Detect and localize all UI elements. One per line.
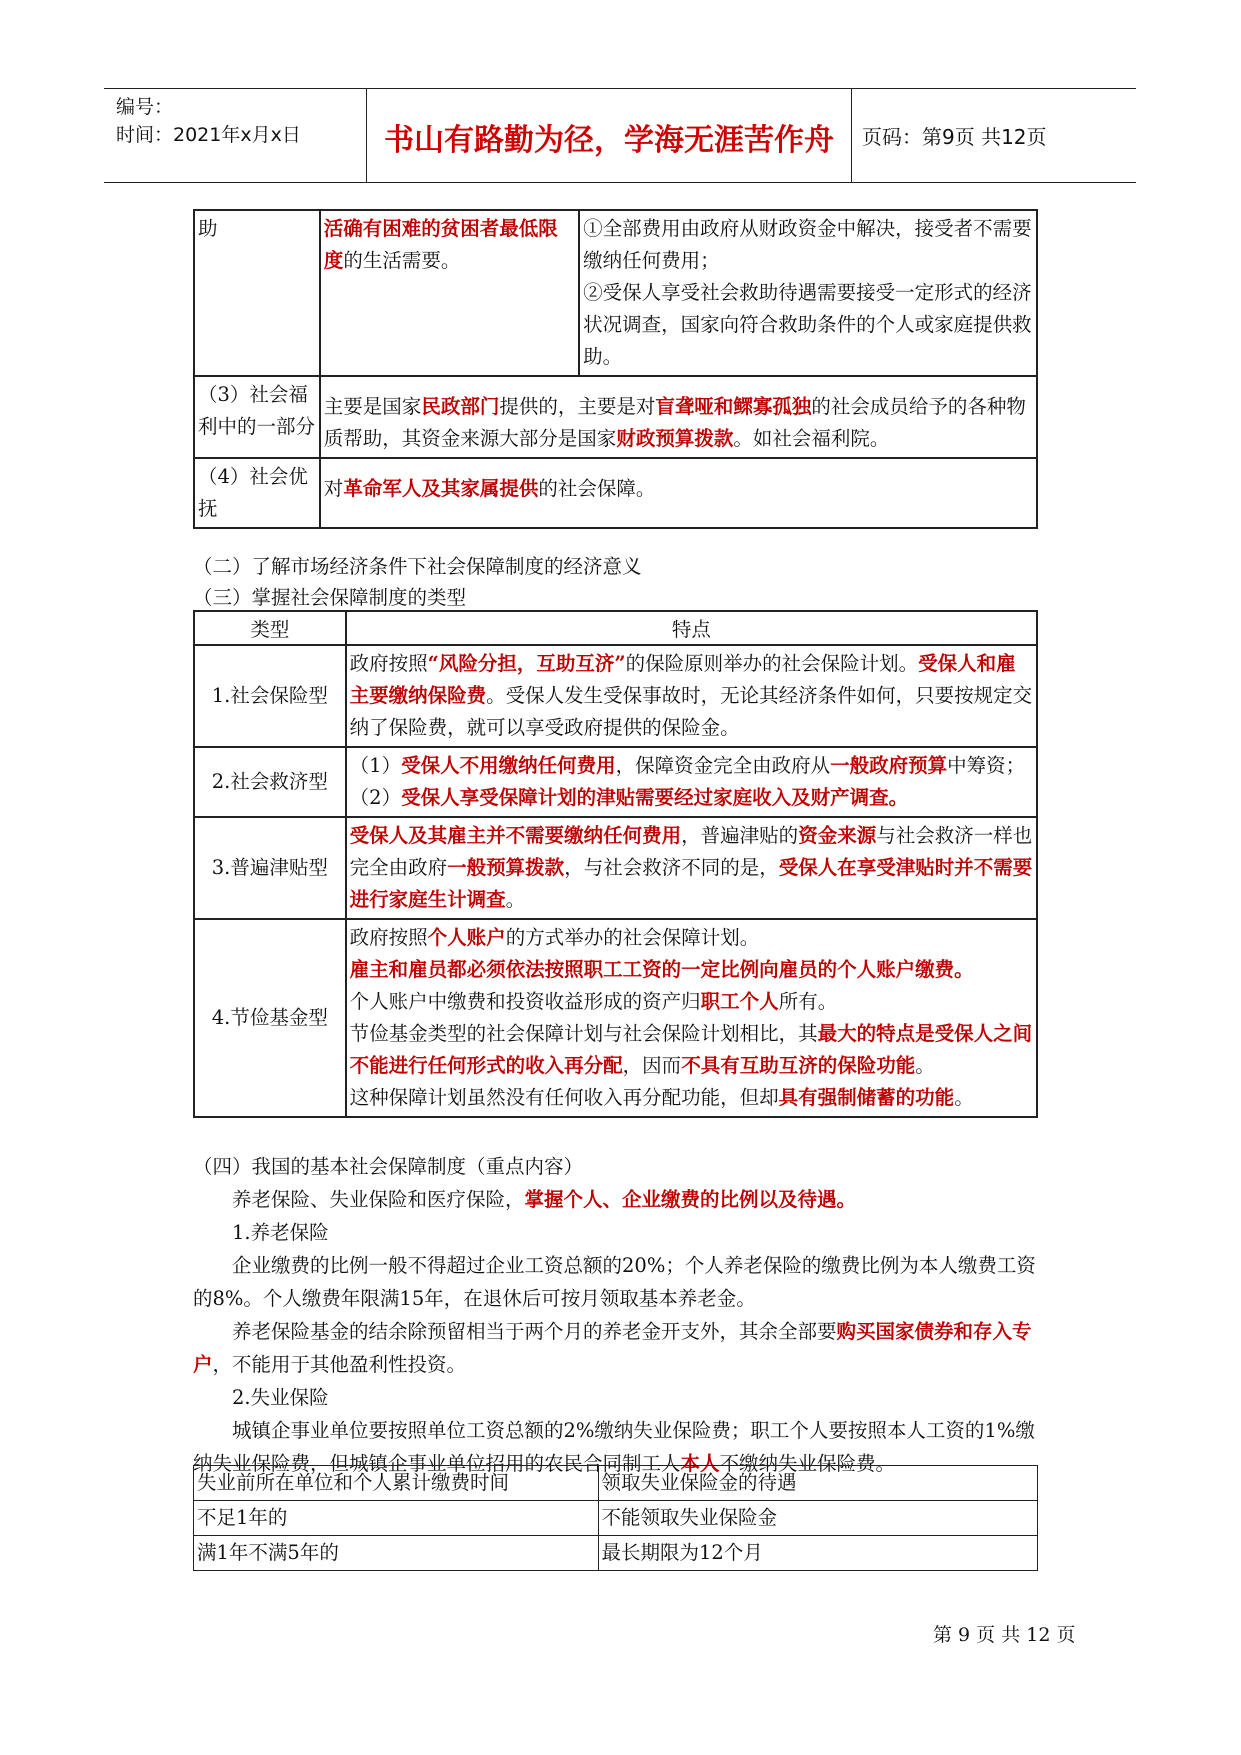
pension-paragraph-1: 企业缴费的比例一般不得超过企业工资总额的20%；个人养老保险的缴费比例为本人缴费工资的8%。个人缴费年限满15年，在退休后可按月领取基本养老金。	[193, 1254, 1036, 1310]
table-cell: 主要是国家民政部门提供的，主要是对盲聋哑和鳏寡孤独的社会成员给予的各种物质帮助，其资金来源大部分是国家财政预算拨款。如社会福利院。	[320, 376, 1037, 458]
table-row	[194, 747, 1037, 817]
table-row	[194, 458, 1037, 528]
table-cell: 活确有困难的贫困者最低限度的生活需要。	[320, 210, 579, 376]
table-cell: 对革命军人及其家属提供的社会保障。	[320, 458, 1037, 528]
type-name: 2.社会救济型	[194, 747, 346, 817]
table-row	[194, 645, 1037, 747]
type-name: 3.普遍津贴型	[194, 817, 346, 919]
heading-types: （三）掌握社会保障制度的类型	[193, 586, 467, 609]
type-feature: （1）受保人不用缴纳任何费用，保障资金完全由政府从一般政府预算中筹资； （2）受保人享受保障计划的津贴需要经过家庭收入及财产调查。	[346, 747, 1037, 817]
column-header: 特点	[346, 611, 1037, 645]
type-name: 4.节俭基金型	[194, 919, 346, 1117]
table-cell: 不能领取失业保险金	[598, 1501, 1037, 1536]
unemployment-paragraph: 城镇企事业单位要按照单位工资总额的2%缴纳失业保险费；职工个人要按照本人工资的1%缴纳失业保险费，但城镇企事业单位招用的农民合同制工人本人不缴纳失业保险费。	[193, 1419, 1035, 1475]
table-row	[194, 1536, 1038, 1571]
page-footer: 第 9 页 共 12 页	[933, 1624, 1076, 1646]
section4-title: （四）我国的基本社会保障制度（重点内容）	[193, 1155, 584, 1178]
number-label: 编号：	[116, 96, 174, 118]
social-assistance-table	[193, 209, 1038, 529]
type-feature: 政府按照个人账户的方式举办的社会保障计划。 雇主和雇员都必须依法按照职工工资的一定比例向雇员的个人账户缴费。 个人账户中缴费和投资收益形成的资产归职工个人所有。 节俭基金类型的社会保障计划与社会保险计划相比，其最大的特点是受保人之间不能进行任何形式的收入再分配，因而不具有互助互济的保险功能。 这种保障计划虽然没有任何收入再分配功能，但却具有强制储蓄的功能。	[346, 919, 1037, 1117]
table-cell: ①全部费用由政府从财政资金中解决，接受者不需要缴纳任何费用； ②受保人享受社会救助待遇需要接受一定形式的经济状况调查，国家向符合救助条件的个人或家庭提供救助。	[579, 210, 1037, 376]
header-divider	[851, 89, 852, 182]
table-row	[194, 1501, 1038, 1536]
type-feature: 受保人及其雇主并不需要缴纳任何费用，普遍津贴的资金来源与社会救济一样也完全由政府一般预算拨款，与社会救济不同的是，受保人在享受津贴时并不需要进行家庭生计调查。	[346, 817, 1037, 919]
column-header: 失业前所在单位和个人累计缴费时间	[194, 1466, 599, 1501]
table-row	[194, 919, 1037, 1117]
header-motto: 书山有路勤为径，学海无涯苦作舟	[384, 123, 834, 158]
type-name: 1.社会保险型	[194, 645, 346, 747]
header-page-label: 页码：第9页 共12页	[862, 125, 1047, 149]
table-cell: （4）社会优抚	[194, 458, 320, 528]
table-row	[194, 210, 1037, 376]
time-label: 时间：2021年x月x日	[116, 124, 301, 146]
column-header: 领取失业保险金的待遇	[598, 1466, 1037, 1501]
pension-paragraph-2: 养老保险基金的结余除预留相当于两个月的养老金开支外，其余全部要购买国家债券和存入专户，不能用于其他盈利性投资。	[193, 1320, 1032, 1376]
table-header-row	[194, 611, 1037, 645]
unemployment-benefit-table	[193, 1465, 1038, 1571]
table-cell: （3）社会福利中的一部分	[194, 376, 320, 458]
type-feature: 政府按照“风险分担，互助互济”的保险原则举办的社会保险计划。受保人和雇主要缴纳保险费。受保人发生受保事故时，无论其经济条件如何，只要按规定交纳了保险费，就可以享受政府提供的保险金。	[346, 645, 1037, 747]
table-row	[194, 817, 1037, 919]
table-cell: 不足1年的	[194, 1501, 599, 1536]
table-row	[194, 376, 1037, 458]
security-types-table	[193, 610, 1038, 1118]
column-header: 类型	[194, 611, 346, 645]
table-cell: 最长期限为12个月	[598, 1536, 1037, 1571]
section4-intro: 养老保险、失业保险和医疗保险，掌握个人、企业缴费的比例以及待遇。	[232, 1188, 857, 1211]
table-cell: 助	[194, 210, 320, 376]
unemployment-heading: 2.失业保险	[232, 1386, 329, 1409]
pension-heading: 1.养老保险	[232, 1221, 329, 1244]
table-cell: 满1年不满5年的	[194, 1536, 599, 1571]
table-header-row	[194, 1466, 1038, 1501]
header-meta	[116, 93, 301, 149]
heading-economic-meaning: （二）了解市场经济条件下社会保障制度的经济意义	[193, 555, 642, 578]
page-header	[104, 88, 1136, 183]
